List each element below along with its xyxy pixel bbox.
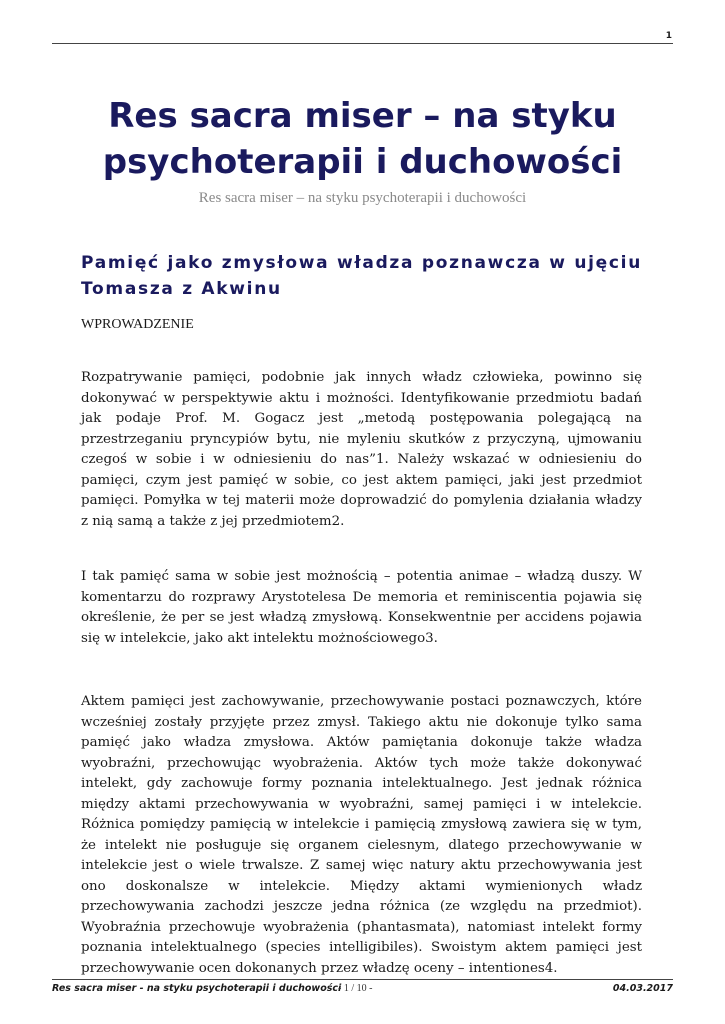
footer-site-name: Res sacra miser - na styku psychoterapii i duchowości [52, 983, 342, 994]
footer-divider [52, 979, 673, 980]
paragraph-3: Aktem pamięci jest zachowywanie, przechowywanie postaci poznawczych, które wcześniej zostały przyjęte przez zmysł. Takiego aktu nie dokonuje tylko sama pamięć jako władza zmysłowa. Aktów pamiętania dokonuje także władza wyobraźni, przechowując wyobrażenia. Aktów tych może także dokonywać intelekt, gdy zachowuje formy poznania intelektualnego. Jest jednak różnica między aktami przechowywania w wyobraźni, samej pamięci i w intelekcie. Różnica pomiędzy pamięcią w intelekcie i pamięcią zmysłową zawiera się w tym, że intelekt nie posługuje się organem cielesnym, dlatego przechowywanie w intelekcie jest o wiele trwalsze. Z samej więc natury aktu przechowywania jest ono doskonalsze w intelekcie. Między aktami wymienionych władz przechowywania zachodzi jeszcze jedna różnica (ze względu na przedmiot). Wyobraźnia przechowuje wyobrażenia (phantasmata), natomiast intelekt formy poznania intelektualnego (species intelligibiles). Swoistym aktem pamięci jest przechowywanie ocen dokonanych przez władzę oceny – intentiones4. [81, 694, 642, 976]
section-heading: WPROWADZENIE [81, 317, 194, 332]
header-divider [52, 43, 673, 44]
page-number: 1 [665, 31, 672, 41]
footer-page-indicator: - 1 / 10 - [338, 983, 373, 994]
paragraph-1: Rozpatrywanie pamięci, podobnie jak innych władz człowieka, powinno się dokonywać w perspektywie aktu i możności. Identyfikowanie przedmiotu badań jak podaje Prof. M. Gogacz jest „metodą postępowania polegającą na przestrzeganiu pryncypiów bytu, nie myleniu skutków z przyczyną, ujmowaniu czegoś w sobie i w odniesieniu do nas”1. Należy wskazać w odniesieniu do pamięci, czym jest pamięć w sobie, co jest aktem pamięci, jaki jest przedmiot pamięci. Pomyłka w tej materii może doprowadzić do pomylenia działania władzy z nią samą a także z jej przedmiotem2. [81, 370, 642, 529]
site-title: Res sacra miser – na styku psychoterapii i duchowości [102, 96, 623, 182]
footer-date: 04.03.2017 [612, 983, 673, 994]
site-subtitle: Res sacra miser – na styku psychoterapii i duchowości [198, 190, 527, 206]
paragraph-2: I tak pamięć sama w sobie jest możnością – potentia animae – władzą duszy. W komentarzu do rozprawy Arystotelesa De memoria et reminiscentia pojawia się określenie, że per se jest władzą zmysłową. Konsekwentnie per accidens pojawia się w intelekcie, jako akt intelektu możnościowego3. [81, 569, 642, 646]
article-title: Pamięć jako zmysłowa władza poznawcza w ujęciu Tomasza z Akwinu [81, 253, 642, 299]
